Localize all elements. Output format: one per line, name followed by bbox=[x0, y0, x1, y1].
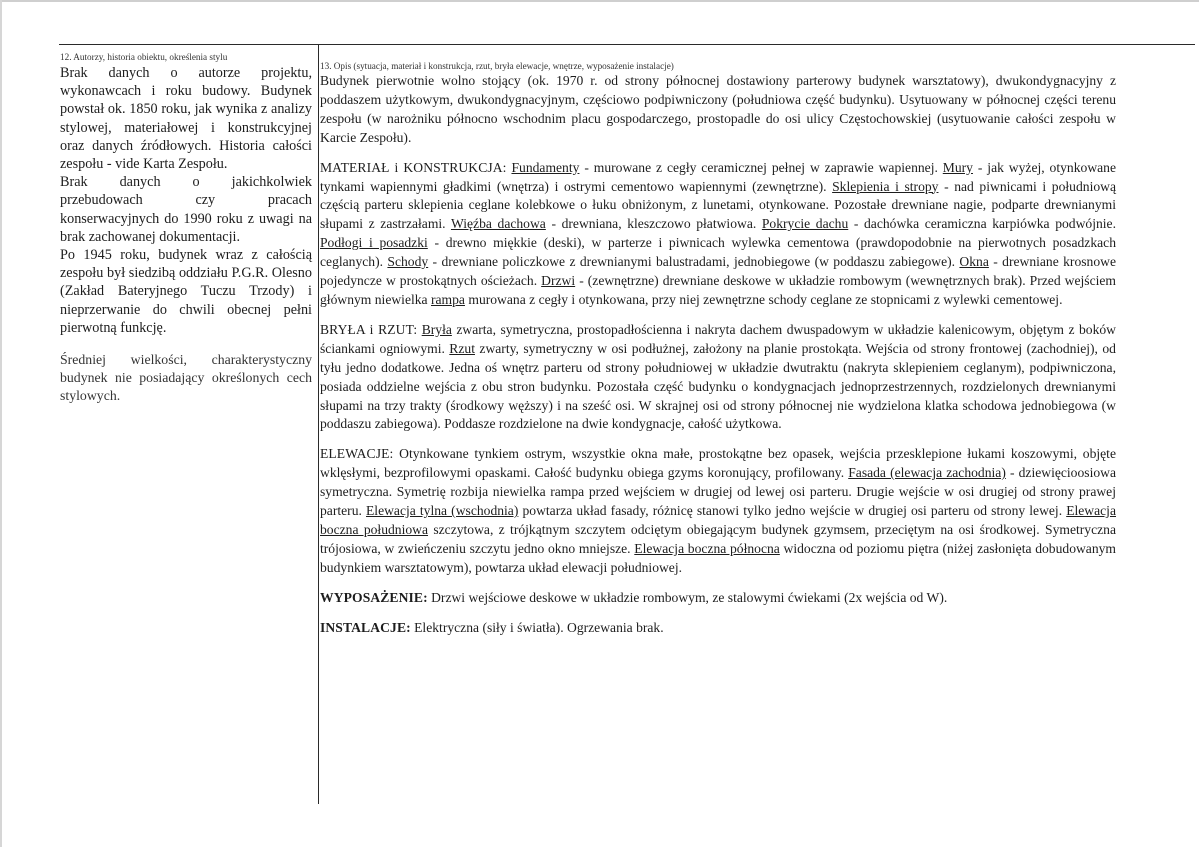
history-paragraph-1: Brak danych o autorze projektu, wykonawcach i roku budowy. Budynek powstał ok. 1850 roku, jak wynika z analizy stylowej, materiałowej i konstrukcyjnej oraz danych źródłowych. Historia całości zespołu - vide Karta Zespołu. bbox=[60, 65, 312, 173]
wyposazenie-title: WYPOSAŻENIE: bbox=[320, 589, 428, 605]
text-instalacje: Elektryczna (siły i światła). Ogrzewania brak. bbox=[410, 619, 664, 635]
history-paragraph-2: Brak danych o jakichkolwiek przebudowach czy pracach konserwacyjnych do 1990 roku z uwagi na brak zachowanej dokumentacji. bbox=[60, 174, 312, 245]
scan-edge-left bbox=[0, 0, 2, 847]
text-elewacja-tylna: powtarza układ fasady, różnicę stanowi tylko jedno wejście w drugiej osi parteru od strony lewej. bbox=[518, 503, 1067, 519]
label-elewacja-tylna: Elewacja tylna (wschodnia) bbox=[366, 503, 519, 519]
label-fasada: Fasada (elewacja zachodnia) bbox=[848, 465, 1006, 481]
label-podlogi: Podłogi i posadzki bbox=[320, 235, 428, 251]
text-elewacja-poludniowa: szczytowa, z trójkątnym szczytem odciętym obiegającym budynek gzymsem, przeciętym na osi środkowej. Symetryczna trójosiowa, w zwieńczeniu szczytu jedno okno mniejsze. bbox=[320, 521, 1116, 556]
text-rzut: zwarty, symetryczny w osi podłużnej, założony na planie prostokąta. Wejścia od strony frontowej (zachodniej), od tyłu jedno dodatkowe. Jedna oś wnętrz parteru od strony południowej w układzie dwutraktu (nakryta sklepieniem ceglanym), podpiwniczona, posiada oddzielne wejścia z obu stron budynku. Pozostała część budynku o kondygnacjach jednoprzestrzennych, rozdzielonych drewnianymi słupami na trzy trakty (środkowy węższy) i na sześć osi. W skrajnej osi od strony północnej nie wydzielona klatka schodowa jednobiegowa (w poddaszu zabiegowa). Poddasze rozdzielone na dwie kondygnacje, całość użytkowa. bbox=[320, 340, 1116, 432]
text-drzwi: - (zewnętrzne) drewniane deskowe w układzie rombowym (wewnętrznych brak). Przed wejściem głównym niewielka bbox=[320, 273, 1116, 307]
history-paragraph-3: Po 1945 roku, budynek wraz z całością zespołu był siedzibą oddziału P.G.R. Olesno (Zakład Bateryjnego Tuczu Trzody) i nieprzerwanie do chwili obecnej pełni pierwotną funkcję. bbox=[60, 247, 312, 336]
text-elewacja-polnocna: widoczna od poziomu piętra (niżej zasłonięta dobudowanym budynkiem warsztatowym), powtarza układ elewacji południowej. bbox=[320, 540, 1117, 575]
text-podlogi: - drewno miękkie (deski), w parterze i piwnicach wylewka cementowa (prawdopodobnie na pierwotnych posadzkach ceglanych). bbox=[320, 235, 1116, 270]
text-pokrycie: - dachówka ceramiczna karpiówka podwójnie. bbox=[848, 216, 1116, 232]
instalacje-section bbox=[320, 619, 1116, 638]
label-mury: Mury bbox=[942, 159, 973, 175]
label-rzut: Rzut bbox=[449, 340, 475, 356]
description-heading: 13. Opis (sytuacja, materiał i konstrukcja, rzut, bryła elewacje, wnętrze, wyposażenie instalacje) bbox=[320, 61, 674, 71]
label-rampa: rampa bbox=[431, 291, 465, 307]
description-column bbox=[320, 61, 1116, 637]
wyposazenie-section bbox=[320, 589, 1116, 608]
text-fasada: - dziewięcioosiowa symetryczna. Symetrię rozbija niewielka rampa przed wejściem w drugiej od lewej osi parteru. Drugie wejście w osi drugiej od strony prawej parteru. bbox=[320, 465, 1116, 519]
label-wiezba: Więźba dachowa bbox=[450, 216, 546, 232]
text-okna: - drewniane krosnowe pojedyncze w prostokątnych ościeżach. bbox=[320, 254, 1116, 289]
bryla-title: BRYŁA i RZUT: bbox=[320, 321, 418, 337]
description-intro: Budynek pierwotnie wolno stojący (ok. 1970 r. od strony północnej dostawiony parterowy budynek warsztatowy), dwukondygnacyjny z poddaszem użytkowym, dwukondygnacyjnym, częściowo podpiwniczony (południowa część budynku). Usytuowany w północnej części terenu zespołu (w narożniku północno wschodnim placu gospodarczego, prostopadle do osi ulicy Częstochowskiej (usytuowanie całości zespołu w Karcie Zespołu). bbox=[320, 73, 1116, 145]
text-mury: - jak wyżej, otynkowane tynkami wapiennymi gładkimi (wnętrza) i ostrymi cementowo wapiennymi (zewnętrzne). bbox=[320, 159, 1116, 194]
label-drzwi: Drzwi bbox=[541, 273, 576, 289]
column-divider bbox=[318, 44, 319, 804]
frame-top-rule bbox=[59, 44, 1195, 45]
elewacje-title: ELEWACJE: bbox=[320, 446, 394, 462]
elewacje-section bbox=[320, 445, 1116, 577]
label-bryla: Bryła bbox=[421, 321, 452, 337]
instalacje-title: INSTALACJE: bbox=[320, 619, 411, 635]
text-wyposazenie: Drzwi wejściowe deskowe w układzie rombowym, ze stalowymi ćwiekami (2x wejścia od W). bbox=[427, 589, 948, 605]
scan-edge-top bbox=[0, 0, 1199, 2]
material-section bbox=[320, 159, 1116, 310]
history-paragraph-4: Średniej wielkości, charakterystyczny budynek nie posiadający określonych cech stylowych. bbox=[60, 352, 312, 404]
bryla-section bbox=[320, 321, 1116, 434]
text-fundamenty: - murowane z cegły ceramicznej pełnej w zaprawie wapiennej. bbox=[579, 159, 943, 175]
history-column bbox=[60, 52, 312, 406]
label-pokrycie: Pokrycie dachu bbox=[761, 216, 849, 232]
label-fundamenty: Fundamenty bbox=[511, 159, 580, 175]
text-schody: - drewniane policzkowe z drewnianymi balustradami, jednobiegowe (w poddaszu zabiegowe). bbox=[428, 254, 960, 270]
text-elewacje-intro: Otynkowane tynkiem ostrym, wszystkie okna małe, prostokątne bez opasek, wejścia przesklepione łukami koszowymi, objęte wklęsłymi, bezprofilowymi opaskami. Całość budynku obiega gzyms koronujący, profilowany. bbox=[320, 446, 1116, 481]
history-heading: 12. Autorzy, historia obiektu, określenia stylu bbox=[60, 52, 228, 62]
text-wiezba: - drewniana, kleszczowo płatwiowa. bbox=[545, 216, 762, 232]
label-elewacja-poludniowa: Elewacja boczna południowa bbox=[320, 503, 1116, 537]
text-bryla: zwarta, symetryczna, prostopadłościenna i nakryta dachem dwuspadowym w układzie kalenicowym, objętym z boków ściankami ogniowymi. bbox=[320, 321, 1116, 356]
label-okna: Okna bbox=[959, 254, 989, 270]
text-rampa: murowana z cegły i otynkowana, przy niej zewnętrzne schody ceglane ze stopnicami z wylewki cementowej. bbox=[464, 291, 1063, 307]
material-title: MATERIAŁ i KONSTRUKCJA: bbox=[320, 159, 507, 175]
label-sklepienia: Sklepienia i stropy bbox=[832, 178, 939, 194]
text-sklepienia: - nad piwnicami i południową częścią parteru sklepienia ceglane kolebkowe o łuku obniżonym, z lunetami, otynkowane. Pozostałe drewniane nagie, podparte drewnianymi słupami z zastrzałami. bbox=[320, 178, 1116, 232]
label-schody: Schody bbox=[387, 254, 429, 270]
label-elewacja-polnocna: Elewacja boczna północna bbox=[634, 540, 780, 556]
